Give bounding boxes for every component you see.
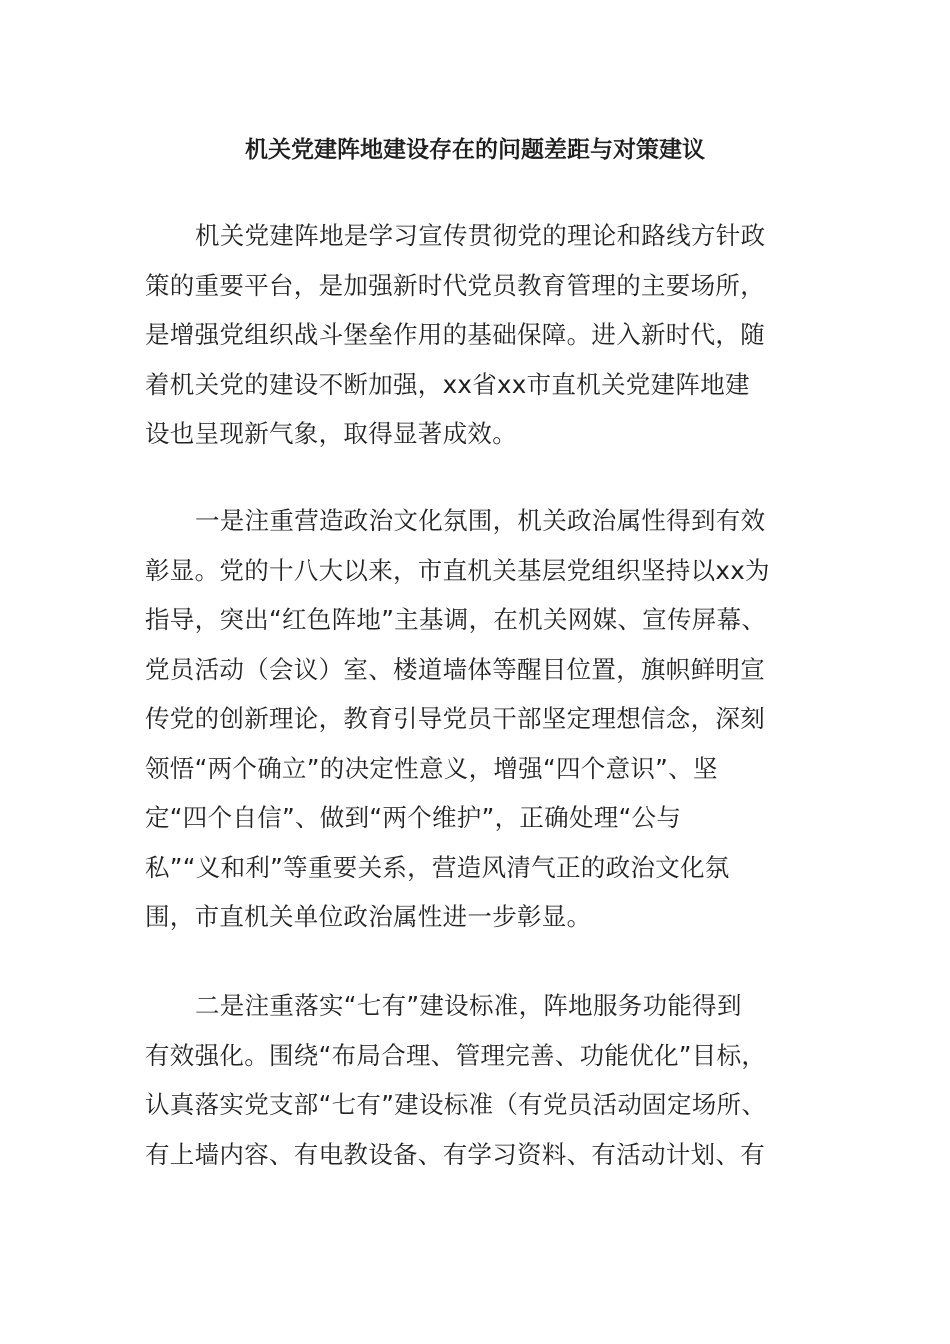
text-line: 党员活动（会议）室、楼道墙体等醒目位置，旗帜鲜明宣 <box>145 654 765 684</box>
text-line: 传党的创新理论，教育引导党员干部坚定理想信念，深刻 <box>145 704 765 733</box>
text-line: 彰显。党的十八大以来，市直机关基层党组织坚持以xx为 <box>145 555 770 585</box>
text-line: 有上墙内容、有电教设备、有学习资料、有活动计划、有 <box>145 1139 765 1169</box>
text-line: 认真落实党支部“七有”建设标准（有党员活动固定场所、 <box>145 1090 767 1119</box>
text-line: 定“四个自信”、做到“两个维护”，正确处理“公与 <box>145 803 682 832</box>
text-line: 指导，突出“红色阵地”主基调，在机关网媒、宣传屏幕、 <box>145 605 767 634</box>
paragraph-point-one <box>145 496 810 942</box>
text-line: 策的重要平台，是加强新时代党员教育管理的主要场所， <box>145 270 765 300</box>
text-line: 机关党建阵地是学习宣传贯彻党的理论和路线方针政 <box>195 221 766 250</box>
text-line: 一是注重营造政治文化氛围，机关政治属性得到有效 <box>195 506 766 535</box>
paragraph-intro <box>145 211 810 459</box>
text-line: 着机关党的建设不断加强，xx省xx市直机关党建阵地建 <box>145 369 750 399</box>
text-line: 领悟“两个确立”的决定性意义，增强“四个意识”、坚 <box>145 753 718 783</box>
text-line: 私”“义和利”等重要关系，营造风清气正的政治文化氛 <box>145 852 730 882</box>
text-line: 有效强化。围绕“布局合理、管理完善、功能优化”目标， <box>145 1040 767 1070</box>
text-line: 围，市直机关单位政治属性进一步彰显。 <box>145 902 592 931</box>
text-line: 设也呈现新气象，取得显著成效。 <box>145 419 517 448</box>
paragraph-point-two <box>145 981 810 1179</box>
text-line: 二是注重落实“七有”建设标准，阵地服务功能得到 <box>195 991 742 1020</box>
text-line: 是增强党组织战斗堡垒作用的基础保障。进入新时代，随 <box>145 320 765 349</box>
document-title: 机关党建阵地建设存在的问题差距与对策建议 <box>245 137 705 163</box>
